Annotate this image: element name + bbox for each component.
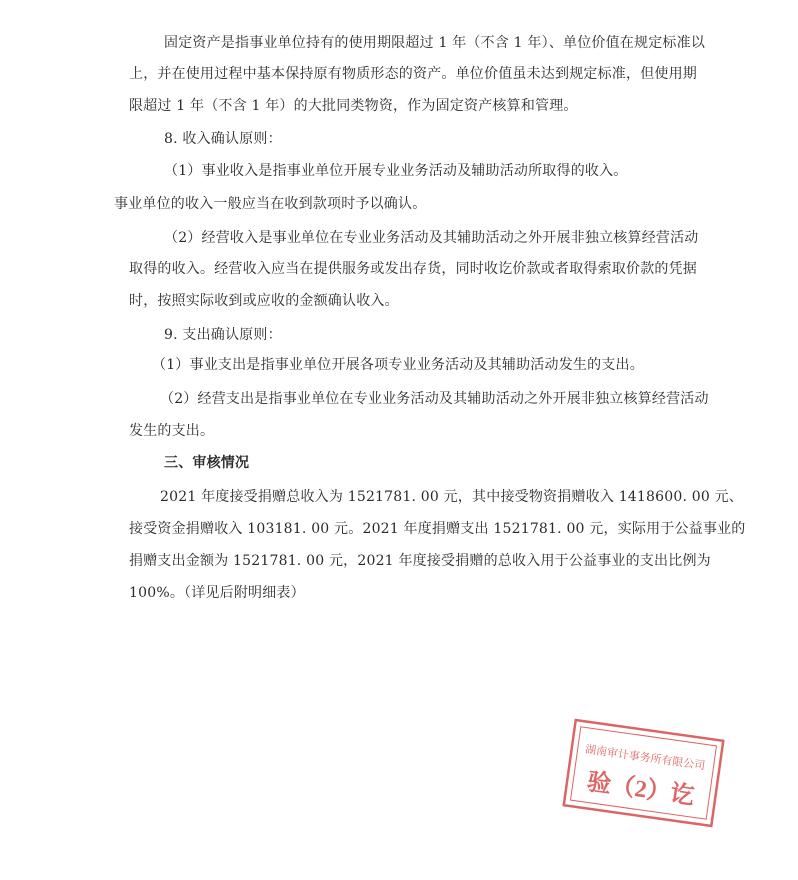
auditor-seal-stamp	[560, 717, 726, 830]
paragraph-line: 接受资金捐赠收入 103181. 00 元。2021 年度捐赠支出 1521781. 00 元，实际用于公益事业的	[129, 521, 746, 537]
paragraph-line: （2）经营支出是指事业单位在专业业务活动及其辅助活动之外开展非独立核算经营活动	[160, 391, 709, 407]
paragraph-line: 2021 年度接受捐赠总收入为 1521781. 00 元，其中接受物资捐赠收入 1418600. 00 元、	[160, 489, 744, 505]
paragraph-line: （2）经营收入是事业单位在专业业务活动及其辅助活动之外开展非独立核算经营活动	[164, 230, 699, 246]
svg-text:湖南审计事务所有限公司: 湖南审计事务所有限公司	[584, 743, 706, 773]
svg-text:验（2）讫: 验（2）讫	[585, 769, 696, 811]
paragraph-line: 发生的支出。	[129, 423, 215, 439]
section-title: 8. 收入确认原则：	[164, 131, 282, 147]
paragraph-line: 取得的收入。经营收入应当在提供服务或发出存货，同时收讫价款或者取得索取价款的凭据	[129, 261, 697, 277]
paragraph-line: 上，并在使用过程中基本保持原有物质形态的资产。单位价值虽未达到规定标准，但使用期	[129, 66, 697, 82]
section-heading: 三、审核情况	[164, 455, 250, 471]
paragraph-line: 捐赠支出金额为 1521781. 00 元，2021 年度接受捐赠的总收入用于公益事业的支出比例为	[129, 553, 711, 569]
paragraph-line: 限超过 1 年（不含 1 年）的大批同类物资，作为固定资产核算和管理。	[129, 98, 578, 114]
section-title: 9. 支出确认原则：	[164, 327, 282, 343]
paragraph-line: （1）事业支出是指事业单位开展各项专业业务活动及其辅助活动发生的支出。	[152, 357, 644, 373]
paragraph-line: 100%。（详见后附明细表）	[129, 585, 305, 601]
paragraph-line: 事业单位的收入一般应当在收到款项时予以确认。	[114, 196, 427, 212]
paragraph-line: （1）事业收入是指事业单位开展专业业务活动及辅助活动所取得的收入。	[164, 163, 628, 179]
paragraph-line: 时，按照实际收到或应收的金额确认收入。	[129, 293, 399, 309]
paragraph-line: 固定资产是指事业单位持有的使用期限超过 1 年（不含 1 年）、单位价值在规定标准以	[164, 35, 706, 51]
